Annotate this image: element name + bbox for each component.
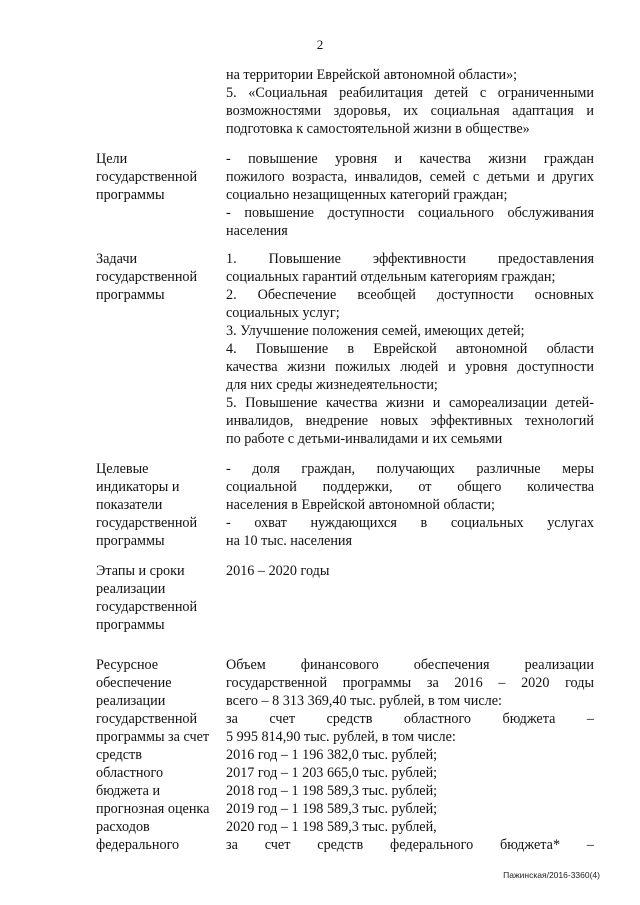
section-label: государственной [96, 711, 198, 727]
section-label: государственной [96, 269, 198, 285]
section-text: 5. Повышение качества жизни и самореализации детей- [226, 395, 594, 411]
section-text: 2020 год – 1 198 589,3 тыс. рублей, [226, 819, 437, 835]
section-label: государственной [96, 515, 198, 531]
section-label: средств [96, 747, 142, 763]
section-label: реализации [96, 581, 166, 597]
section-label: Цели [96, 151, 128, 167]
section-label: Этапы и сроки [96, 563, 185, 579]
section-label: обеспечение [96, 675, 172, 691]
section-text: для них среды жизнедеятельности; [226, 377, 438, 393]
section-label: прогнозная оценка [96, 801, 210, 817]
section-text: за счет средств федерального бюджета* – [226, 837, 594, 853]
section-text: 2016 год – 1 196 382,0 тыс. рублей; [226, 747, 438, 763]
section-text: 2016 – 2020 годы [226, 563, 330, 579]
section-label: Ресурсное [96, 657, 159, 673]
section-text: всего – 8 313 369,40 тыс. рублей, в том числе: [226, 693, 502, 709]
section-label: расходов [96, 819, 150, 835]
section-text: - повышение уровня и качества жизни граждан [226, 151, 594, 167]
section-text: социально незащищенных категорий граждан; [226, 187, 508, 203]
section-text: 4. Повышение в Еврейской автономной области [226, 341, 594, 357]
section-text: качества жизни пожилых людей и уровня доступности [226, 359, 594, 375]
section-label: реализации [96, 693, 166, 709]
intro-line: подготовка к самостоятельной жизни в обществе» [226, 121, 530, 137]
section-text: социальной поддержки, от общего количества [226, 479, 594, 495]
section-text: 3. Улучшение положения семей, имеющих детей; [226, 323, 525, 339]
section-label: показатели [96, 497, 163, 513]
section-text: 2019 год – 1 198 589,3 тыс. рублей; [226, 801, 438, 817]
section-text: населения [226, 223, 288, 239]
section-text: 2017 год – 1 203 665,0 тыс. рублей; [226, 765, 438, 781]
section-text: Объем финансового обеспечения реализации [226, 657, 594, 673]
section-text: - повышение доступности социального обслуживания [226, 205, 594, 221]
section-text: социальных гарантий отдельным категориям граждан; [226, 269, 556, 285]
intro-line: на территории Еврейской автономной области»; [226, 67, 518, 83]
intro-line: возможностями здоровья, их социальная адаптация и [226, 103, 594, 119]
section-label: областного [96, 765, 164, 781]
section-text: по работе с детьми-инвалидами и их семьями [226, 431, 503, 447]
section-text: пожилого возраста, инвалидов, семей с детьми и других [226, 169, 594, 185]
footer-code: Пажинская/2016-3360(4) [503, 870, 600, 880]
section-text: за счет средств областного бюджета – [226, 711, 594, 727]
section-label: государственной [96, 169, 198, 185]
section-text: - доля граждан, получающих различные меры [226, 461, 594, 477]
section-label: федерального [96, 837, 180, 853]
section-text: 2018 год – 1 198 589,3 тыс. рублей; [226, 783, 438, 799]
section-text: инвалидов, внедрение новых эффективных технологий [226, 413, 594, 429]
section-text: 1. Повышение эффективности предоставления [226, 251, 594, 267]
section-text: государственной программы за 2016 – 2020 годы [226, 675, 594, 691]
section-label: программы [96, 617, 165, 633]
section-text: на 10 тыс. населения [226, 533, 353, 549]
section-label: бюджета и [96, 783, 161, 799]
section-text: 5 995 814,90 тыс. рублей, в том числе: [226, 729, 456, 745]
section-text: 2. Обеспечение всеобщей доступности основных [226, 287, 594, 303]
section-label: Целевые [96, 461, 149, 477]
section-label: программы [96, 187, 165, 203]
section-label: Задачи [96, 251, 138, 267]
intro-line: 5. «Социальная реабилитация детей с ограниченными [226, 85, 594, 101]
section-label: программы [96, 287, 165, 303]
section-label: государственной [96, 599, 198, 615]
section-text: социальных услуг; [226, 305, 340, 321]
section-label: программы [96, 533, 165, 549]
page-number: 2 [316, 37, 324, 52]
section-text: - охват нуждающихся в социальных услугах [226, 515, 594, 531]
section-label: индикаторы и [96, 479, 180, 495]
section-label: программы за счет [96, 729, 210, 745]
section-text: населения в Еврейской автономной области; [226, 497, 495, 513]
